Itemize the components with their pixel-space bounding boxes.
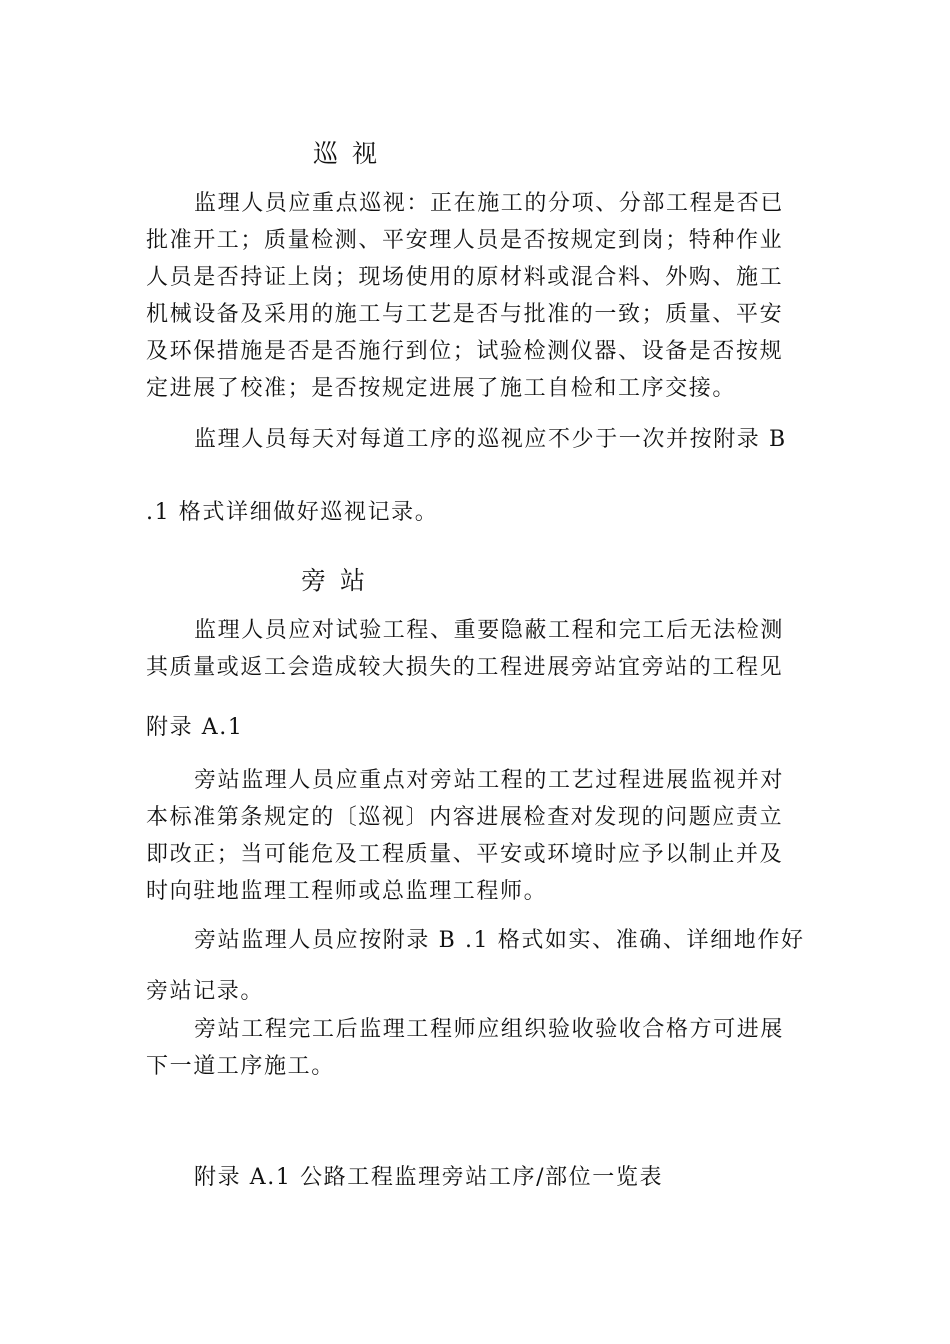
patrol-paragraph-2-line-1: 监理人员每天对每道工序的巡视应不少于一次并按附录 B bbox=[194, 427, 787, 452]
patrol-paragraph-2-line-2: .1 格式详细做好巡视记录。 bbox=[146, 500, 439, 525]
standby-paragraph-2: 旁站监理人员应重点对旁站工程的工艺过程进展监视并对本标准第条规定的〔巡视〕内容进展检查对发现的问题应责立即改正；当可能危及工程质量、平安或环境时应予以制止并及时向驻地监理工程师或总监理工程师。 bbox=[146, 768, 785, 904]
standby-paragraph-1-tail: 附录 A.1 bbox=[146, 715, 244, 740]
standby-paragraph-1: 监理人员应对试验工程、重要隐蔽工程和完工后无法检测其质量或返工会造成较大损失的工程进展旁站宜旁站的工程见 bbox=[146, 618, 785, 680]
heading-standby: 旁站 bbox=[301, 566, 380, 595]
heading-patrol: 巡视 bbox=[313, 139, 392, 168]
standby-paragraph-4: 旁站工程完工后监理工程师应组织验收验收合格方可进展下一道工序施工。 bbox=[146, 1017, 785, 1079]
patrol-paragraph-1: 监理人员应重点巡视：正在施工的分项、分部工程是否已批准开工；质量检测、平安理人员是否按规定到岗；特种作业人员是否持证上岗；现场使用的原材料或混合料、外购、施工机械设备及采用的施工与工艺是否与批准的一致；质量、平安及环保措施是否是否施行到位；试验检测仪器、设备是否按规定进展了校准；是否按规定进展了施工自检和工序交接。 bbox=[146, 191, 785, 401]
standby-paragraph-3-line-2: 旁站记录。 bbox=[146, 979, 265, 1004]
standby-paragraph-3-line-1: 旁站监理人员应按附录 B .1 格式如实、准确、详细地作好 bbox=[194, 928, 805, 953]
appendix-title: 附录 A.1 公路工程监理旁站工序/部位一览表 bbox=[194, 1165, 664, 1190]
